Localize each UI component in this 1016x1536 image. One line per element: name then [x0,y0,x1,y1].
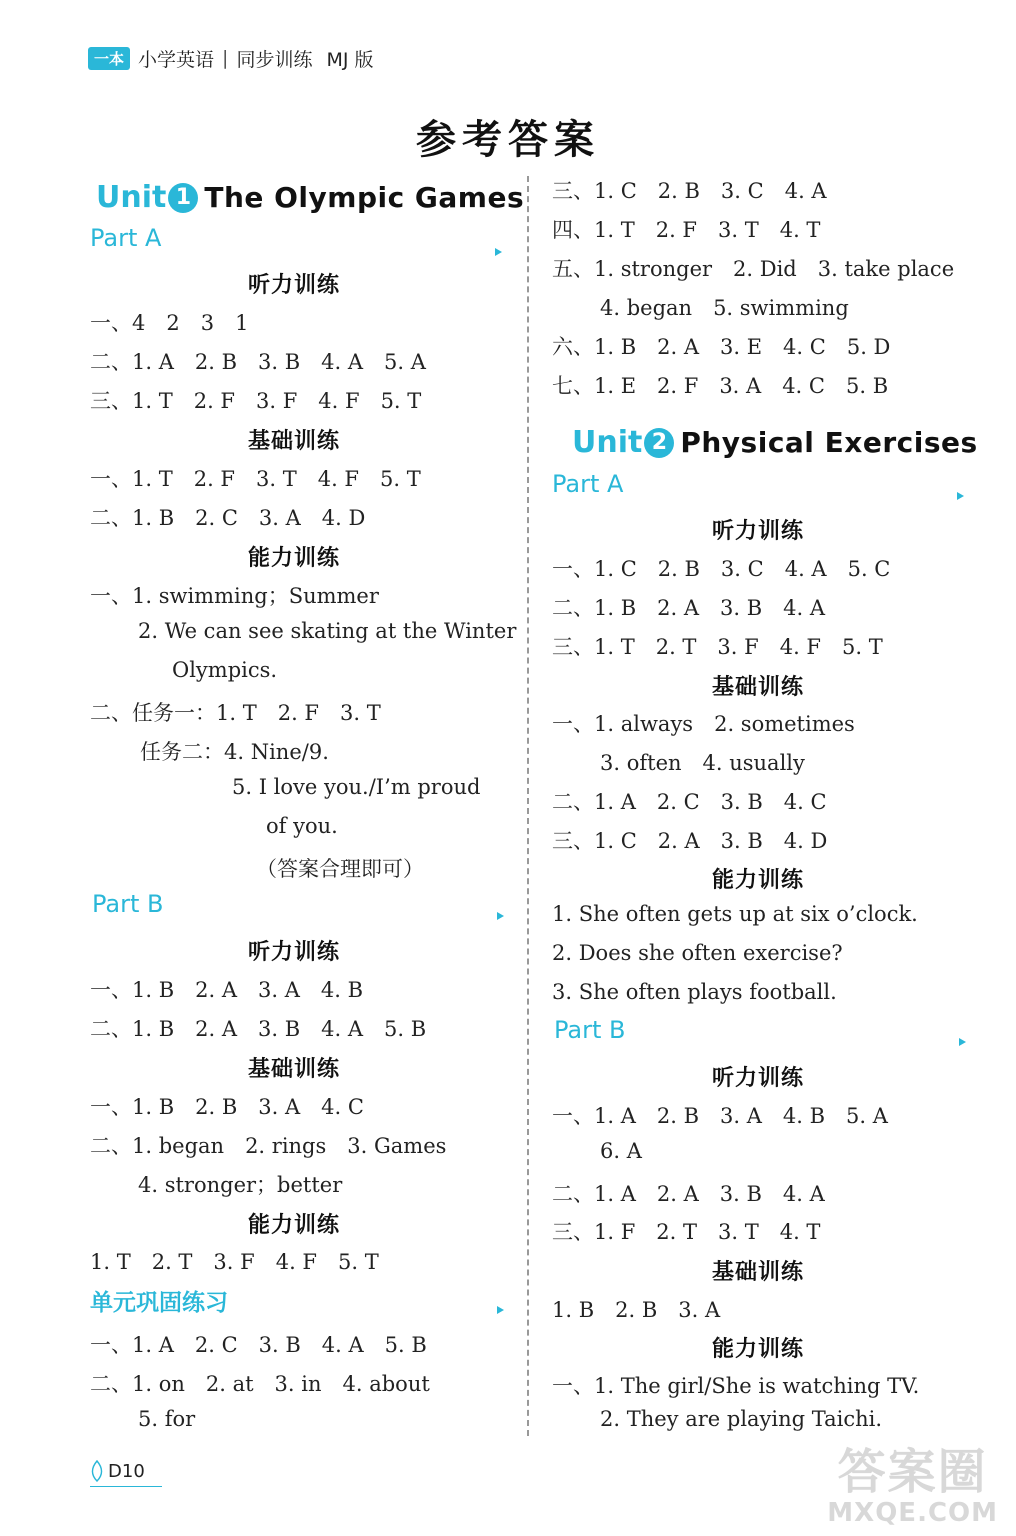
answer-line: 二、1. on 2. at 3. in 4. about [90,1372,430,1396]
answer-line: 1. T 2. T 3. F 4. F 5. T [90,1250,379,1274]
publisher-logo: 一本 [88,47,130,70]
column-divider [527,176,529,1436]
section-heading-basic: 基础训练 [248,1057,341,1082]
answer-line: 2. Does she often exercise? [552,941,843,965]
answer-line: 一、4 2 3 1 [90,311,249,335]
answer-line: 三、1. C 2. A 3. B 4. D [552,829,828,853]
part-marker-icon [957,492,964,500]
answer-line: 五、1. stronger 2. Did 3. take place [552,257,955,281]
part-marker-icon [497,912,504,920]
page-number: D10 [108,1460,145,1482]
header-edition: MJ 版 [326,48,374,71]
part-marker-icon [497,1306,504,1314]
answer-line: 4. stronger；better [138,1173,343,1197]
answer-line: 任务二：4. Nine/9. [140,740,329,764]
leaf-icon [90,1460,104,1482]
part-a-label: Part A [90,224,162,252]
answer-line: 三、1. T 2. T 3. F 4. F 5. T [552,635,883,659]
unit-number-badge: 2 [644,428,674,458]
answer-line: 6. A [600,1139,642,1163]
section-heading-listening: 听力训练 [712,519,805,544]
answer-line: 二、1. B 2. A 3. B 4. A [552,596,826,620]
answer-line: 二、1. began 2. rings 3. Games [90,1134,447,1158]
section-heading-basic: 基础训练 [712,1260,805,1285]
answer-note: （答案合理即可） [256,857,424,881]
answer-line: 二、1. B 2. A 3. B 4. A 5. B [90,1017,427,1041]
answer-line: 二、1. A 2. C 3. B 4. C [552,790,827,814]
site-watermark [827,1446,998,1528]
unit-label: Unit [96,180,167,215]
answer-line: 一、1. A 2. C 3. B 4. A 5. B [90,1333,427,1357]
section-heading-ability: 能力训练 [712,868,805,893]
section-heading-listening: 听力训练 [248,940,341,965]
header-subject: 小学英语 [138,48,215,71]
section-heading-listening: 听力训练 [248,273,341,298]
section-heading-ability: 能力训练 [712,1337,805,1362]
section-heading-basic: 基础训练 [248,429,341,454]
unit-label: Unit [572,425,643,460]
answer-line: Olympics. [172,658,278,682]
section-heading-ability: 能力训练 [248,1213,341,1238]
answer-line: 一、1. always 2. sometimes [552,712,855,736]
unit-2-heading [572,425,978,460]
answer-line: 一、1. swimming；Summer [90,584,379,608]
header-series: 同步训练 [236,48,313,71]
answer-line: 1. B 2. B 3. A [552,1298,721,1322]
answer-line: 2. We can see skating at the Winter [138,619,517,643]
answer-line: 七、1. E 2. F 3. A 4. C 5. B [552,374,889,398]
unit-title: The Olympic Games [204,181,525,214]
section-heading-listening: 听力训练 [712,1066,805,1091]
part-b-label: Part B [554,1016,626,1044]
answer-line: 1. She often gets up at six o’clock. [552,902,918,926]
unit-number-badge: 1 [168,183,198,213]
answer-line: 三、1. F 2. T 3. T 4. T [552,1220,821,1244]
answer-line: 二、任务一：1. T 2. F 3. T [90,701,381,725]
unit-1-heading [96,180,524,215]
answer-line: 二、1. B 2. C 3. A 4. D [90,506,366,530]
watermark-text: 答案圈 [837,1444,988,1500]
section-heading-basic: 基础训练 [712,675,805,700]
part-marker-icon [959,1038,966,1046]
section-heading-ability: 能力训练 [248,546,341,571]
part-marker-icon [495,248,502,256]
answer-line: 一、1. The girl/She is watching TV. [552,1374,920,1398]
page-footer [90,1460,145,1482]
answer-line: 2. They are playing Taichi. [600,1407,883,1431]
part-a-label: Part A [552,470,624,498]
answer-line: 六、1. B 2. A 3. E 4. C 5. D [552,335,891,359]
answer-line: 三、1. C 2. B 3. C 4. A [552,179,827,203]
answer-line: 四、1. T 2. F 3. T 4. T [552,218,821,242]
answer-line: 一、1. C 2. B 3. C 4. A 5. C [552,557,891,581]
answer-line: 5. for [138,1407,196,1431]
answer-line: 二、1. A 2. B 3. B 4. A 5. A [90,350,426,374]
header-separator: | [222,47,229,69]
part-b-label: Part B [92,890,164,918]
answer-line: 一、1. B 2. A 3. A 4. B [90,978,364,1002]
answer-line: of you. [266,814,338,838]
answer-line: 二、1. A 2. A 3. B 4. A [552,1182,825,1206]
answer-line: 3. She often plays football. [552,980,837,1004]
answer-line: 4. began 5. swimming [600,296,849,320]
unit-title: Physical Exercises [680,426,978,459]
answer-line: 3. often 4. usually [600,751,805,775]
answer-line: 5. I love you./I’m proud [232,775,481,799]
page-header [88,44,374,72]
page-title: 参考答案 [416,117,600,163]
unit-review-label: 单元巩固练习 [90,1290,228,1316]
watermark-url: MXQE.COM [827,1498,998,1528]
answer-line: 一、1. A 2. B 3. A 4. B 5. A [552,1104,888,1128]
answer-line: 一、1. B 2. B 3. A 4. C [90,1095,364,1119]
footer-underline [90,1486,162,1487]
answer-line: 一、1. T 2. F 3. T 4. F 5. T [90,467,421,491]
answer-line: 三、1. T 2. F 3. F 4. F 5. T [90,389,422,413]
